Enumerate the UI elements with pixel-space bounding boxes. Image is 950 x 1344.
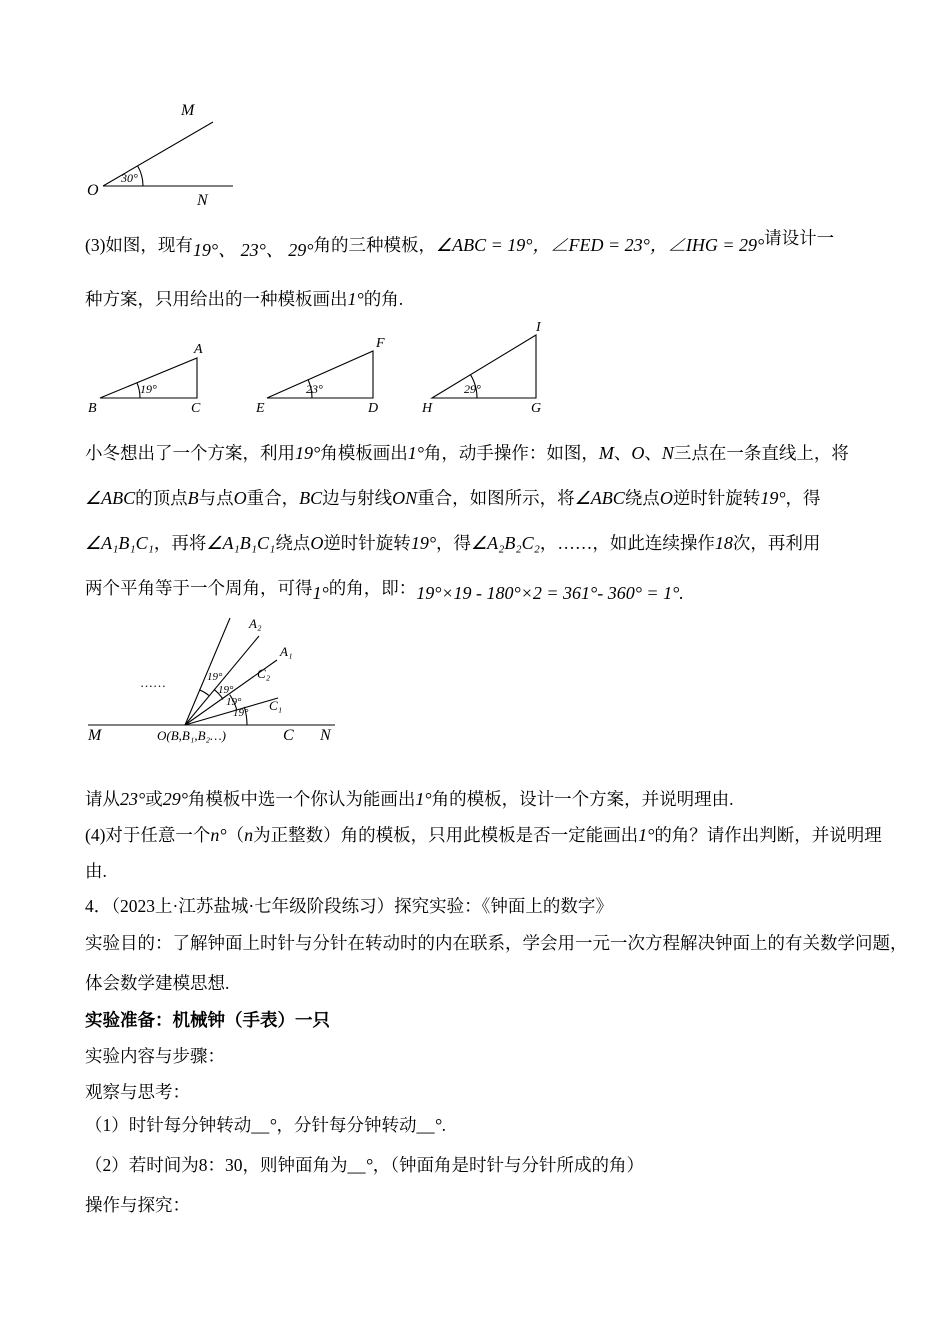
ray-om bbox=[103, 122, 213, 186]
text-run: 4．（2023上·江苏盐城·七年级阶段练习）探究实验：《钟面上的数字》 bbox=[85, 896, 613, 916]
text-run: O bbox=[659, 488, 673, 508]
text-run: 为正整数）角的模板，只用此模板是否一定能画出 bbox=[253, 825, 639, 845]
vertex-label-A: A bbox=[194, 342, 203, 357]
baseline-label-N: N bbox=[320, 727, 331, 744]
arc-4 bbox=[199, 690, 209, 696]
text-run: 逆时针旋转 bbox=[323, 533, 411, 553]
text-run: 角，动手操作：如图， bbox=[423, 443, 599, 463]
text-run: 实验准备：机械钟（手表）一只 bbox=[85, 1010, 330, 1030]
text-run: 1° bbox=[312, 583, 329, 603]
text-run: ∠A₁B₁C₁ bbox=[206, 533, 276, 553]
experiment-aim-line-1 bbox=[85, 930, 908, 957]
pick-template-line bbox=[85, 786, 885, 813]
vertex-label-H: H bbox=[422, 401, 433, 416]
ray-label-C2: C₂ bbox=[257, 666, 271, 681]
ray-label-A2: A₂ bbox=[249, 616, 262, 631]
text-run: . bbox=[441, 1115, 447, 1135]
text-run: ∠A₂B₂C₂ bbox=[471, 533, 540, 553]
question-4-line-1 bbox=[85, 822, 885, 849]
figure-rotation-fan bbox=[85, 612, 365, 760]
text-run: 、 bbox=[644, 443, 662, 463]
experiment-aim-line-2 bbox=[85, 970, 885, 997]
experiment-prep-line bbox=[85, 1007, 885, 1034]
text-run: ∠ABC = 19°，∠FED = 23°，∠IHG = 29° bbox=[436, 235, 765, 255]
text-run: 23° bbox=[120, 789, 146, 809]
text-run: ，……，如此连续操作 bbox=[539, 533, 715, 553]
angle-19-label-1: 19° bbox=[207, 671, 223, 683]
text-run: 1° bbox=[347, 289, 364, 309]
text-run: （2）若时间为8：30，则钟面角为 bbox=[85, 1155, 348, 1175]
text-run: ，得 bbox=[785, 488, 821, 508]
angle-19-label-3: 19° bbox=[226, 696, 242, 708]
text-run: M bbox=[598, 443, 614, 463]
text-run: 1° bbox=[638, 825, 655, 845]
text-run: n° bbox=[210, 825, 227, 845]
text-run: 1° bbox=[415, 789, 432, 809]
text-run: 种方案，只用给出的一种模板画出 bbox=[85, 289, 348, 309]
text-run: 1° bbox=[407, 443, 424, 463]
question-3-line-1 bbox=[85, 228, 885, 260]
ellipsis-dots: …… bbox=[140, 675, 166, 690]
baseline-label-C: C bbox=[283, 727, 294, 744]
text-run: 角的模板，设计一个方案，并说明理由. bbox=[431, 789, 734, 809]
text-run: n bbox=[244, 825, 254, 845]
text-run: 角模板画出 bbox=[320, 443, 408, 463]
text-run: ，得 bbox=[436, 533, 472, 553]
text-run: ∠ABC bbox=[85, 488, 136, 508]
text-run: （1）时针每分钟转动 bbox=[85, 1115, 252, 1135]
angle-19-label-2: 19° bbox=[218, 684, 234, 696]
text-run: 请设计一 bbox=[764, 228, 835, 248]
text-run: 的角，即： bbox=[328, 578, 417, 598]
text-run: ON bbox=[392, 488, 418, 508]
text-run: ，再将 bbox=[153, 533, 207, 553]
text-run: 角的三种模板， bbox=[313, 235, 437, 255]
text-run: 的角？请作出判断，并说明理 bbox=[654, 825, 882, 845]
plan-paragraph-line-2 bbox=[85, 485, 885, 512]
text-run: 的顶点 bbox=[135, 488, 188, 508]
text-run: 19° bbox=[410, 533, 437, 553]
angle-19-label-4: 19° bbox=[233, 707, 249, 719]
text-run: 实验目的：了解钟面上时针与分针在转动时的内在联系，学会用一元一次方程解决钟面上的有关数学问题， bbox=[85, 933, 908, 953]
text-run: 逆时针旋转 bbox=[672, 488, 761, 508]
text-run: 重合，如图所示，将 bbox=[417, 488, 575, 508]
text-run: （ bbox=[226, 825, 245, 845]
text-run: 边与射线 bbox=[322, 488, 393, 508]
text-run: 重合， bbox=[246, 488, 300, 508]
baseline-label-O: O(B,B₁,B₂…) bbox=[157, 728, 226, 743]
problem-4-heading bbox=[85, 893, 885, 920]
text-run: 操作与探究： bbox=[85, 1195, 190, 1215]
angle-label-23: 23° bbox=[306, 382, 323, 396]
text-run: 由. bbox=[85, 861, 107, 881]
text-run: 观察与思考： bbox=[85, 1082, 190, 1102]
text-run: B bbox=[187, 488, 199, 508]
experiment-steps-heading bbox=[85, 1043, 885, 1070]
vertex-label-B: B bbox=[88, 401, 97, 416]
text-run: 29° bbox=[162, 789, 188, 809]
text-run: 、 bbox=[613, 443, 632, 463]
vertex-label-E: E bbox=[256, 401, 265, 416]
text-run: O bbox=[233, 488, 247, 508]
text-run: ∠A₁B₁C₁ bbox=[85, 533, 154, 553]
vertex-label-N: N bbox=[197, 192, 208, 209]
vertex-label-G: G bbox=[531, 401, 542, 416]
angle-label-19: 19° bbox=[140, 382, 157, 396]
vertex-label-O: O bbox=[87, 182, 99, 199]
sub-question-1 bbox=[85, 1112, 885, 1139]
text-run: 19° bbox=[295, 443, 321, 463]
vertex-label-D: D bbox=[368, 401, 379, 416]
text-run: 实验内容与步骤： bbox=[85, 1046, 225, 1066]
text-run: (3)如图，现有 bbox=[85, 235, 193, 255]
vertex-label-I: I bbox=[536, 320, 541, 335]
operate-explore-heading bbox=[85, 1192, 885, 1219]
vertex-label-C: C bbox=[191, 401, 201, 416]
text-run: 角模板中选一个你认为能画出 bbox=[187, 789, 416, 809]
text-run: 绕点 bbox=[275, 533, 311, 553]
question-3-line-2 bbox=[85, 286, 885, 313]
observe-think-heading bbox=[85, 1079, 885, 1106]
text-run: N bbox=[661, 443, 674, 463]
text-run: 绕点 bbox=[624, 488, 660, 508]
text-run: __° bbox=[251, 1115, 277, 1135]
ray-label-A1: A₁ bbox=[280, 644, 293, 659]
text-run: 三点在一条直线上，将 bbox=[673, 443, 849, 463]
text-run: 19°×19 - 180°×2 = 361°- 360° = 1°. bbox=[416, 583, 684, 603]
text-run: 两个平角等于一个周角，可得 bbox=[85, 578, 313, 598]
text-run: BC bbox=[299, 488, 323, 508]
triangle-ihg bbox=[432, 335, 536, 398]
angle-label-29: 29° bbox=[464, 382, 481, 396]
figure-angle-30 bbox=[85, 95, 335, 215]
angle-arc bbox=[138, 166, 143, 186]
text-run: 或 bbox=[145, 789, 163, 809]
text-run: 次，再利用 bbox=[732, 533, 821, 553]
text-run: 18 bbox=[714, 533, 733, 553]
text-run: ，分针每分钟转动 bbox=[276, 1115, 417, 1135]
text-run: O bbox=[310, 533, 324, 553]
text-run: 体会数学建模思想. bbox=[85, 973, 230, 993]
text-run: 小冬想出了一个方案，利用 bbox=[85, 443, 295, 463]
text-run: O bbox=[631, 443, 645, 463]
baseline-label-M: M bbox=[88, 727, 102, 744]
figure-angle-templates bbox=[88, 320, 568, 418]
plan-paragraph-line-3 bbox=[85, 530, 885, 557]
text-run: __° bbox=[347, 1155, 373, 1175]
sub-question-2 bbox=[85, 1152, 885, 1179]
question-4-line-2 bbox=[85, 858, 885, 885]
text-run: ，（钟面角是时针与分针所成的角） bbox=[372, 1155, 644, 1175]
text-run: 与点 bbox=[198, 488, 234, 508]
text-run: 19°、 23°、 29° bbox=[192, 240, 314, 260]
plan-paragraph-line-4 bbox=[85, 575, 885, 602]
text-run: 19° bbox=[760, 488, 786, 508]
text-run: (4)对于任意一个 bbox=[85, 825, 211, 845]
angle-value-label: 30° bbox=[121, 171, 138, 185]
plan-paragraph-line-1 bbox=[85, 440, 885, 467]
text-run: ∠ABC bbox=[574, 488, 625, 508]
text-run: 的角. bbox=[363, 289, 404, 309]
text-run: __° bbox=[416, 1115, 442, 1135]
vertex-label-M: M bbox=[181, 102, 195, 119]
vertex-label-F: F bbox=[376, 336, 385, 351]
ray-label-C1: C₁ bbox=[269, 698, 283, 713]
text-run: 请从 bbox=[85, 789, 120, 809]
